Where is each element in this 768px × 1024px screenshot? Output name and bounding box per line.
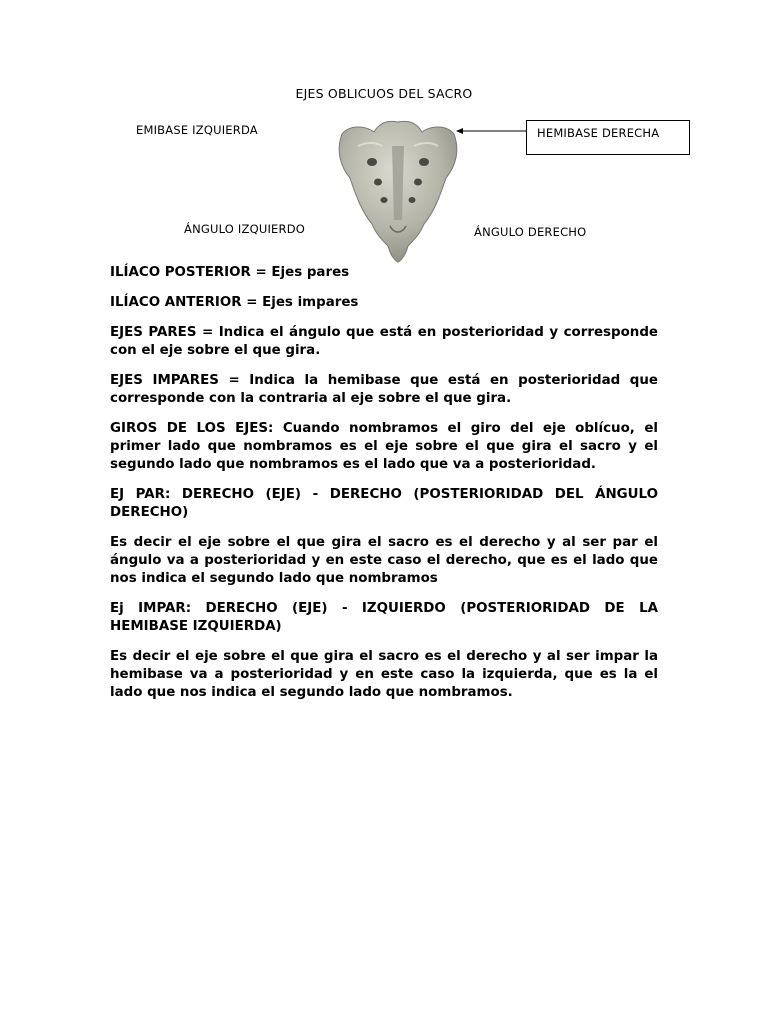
paragraph-ej-par-explanation: Es decir el eje sobre el que gira el sacro es el derecho y al ser par el ángulo va a posterioridad y en este caso el derecho, que es el lado que nos indica el segundo lado que nombramos [110,535,658,586]
paragraph-iliaco-posterior: ILÍACO POSTERIOR = Ejes pares [110,265,350,280]
paragraph-ej-impar-explanation: Es decir el eje sobre el que gira el sacro es el derecho y al ser impar la hemibase va a posterioridad y en este caso la izquierda, que es la el lado que nos indica el segundo lado que nombramos. [110,649,658,700]
paragraph-ej-impar: Ej IMPAR: DERECHO (EJE) - IZQUIERDO (POSTERIORIDAD DE LA HEMIBASE IZQUIERDA) [110,601,658,634]
document-body [110,264,658,714]
right-base-label-box [526,120,690,155]
right-base-label: HEMIBASE DERECHA [537,126,660,140]
paragraph-iliaco-anterior: ILÍACO ANTERIOR = Ejes impares [110,295,359,310]
paragraph-ej-par: EJ PAR: DERECHO (EJE) - DERECHO (POSTERIORIDAD DEL ÁNGULO DERECHO) [110,487,658,520]
sacrum-bone-illustration-icon [336,116,460,264]
paragraph-giros-de-los-ejes: GIROS DE LOS EJES: Cuando nombramos el giro del eje oblícuo, el primer lado que nombramos es el eje sobre el que gira el sacro y el segundo lado que nombramos es el lado que va a posterioridad. [110,421,658,472]
paragraph-ejes-impares: EJES IMPARES = Indica la hemibase que está en posterioridad que corresponde con la contraria al eje sobre el que gira. [110,373,658,406]
right-angle-label: ÁNGULO DERECHO [474,225,587,239]
arrow-icon [456,126,528,136]
left-base-label: EMIBASE IZQUIERDA [136,123,258,137]
page-title: EJES OBLICUOS DEL SACRO [295,86,473,101]
left-angle-label: ÁNGULO IZQUIERDO [184,222,305,236]
paragraph-ejes-pares: EJES PARES = Indica el ángulo que está en posterioridad y corresponde con el eje sobre el que gira. [110,325,658,358]
